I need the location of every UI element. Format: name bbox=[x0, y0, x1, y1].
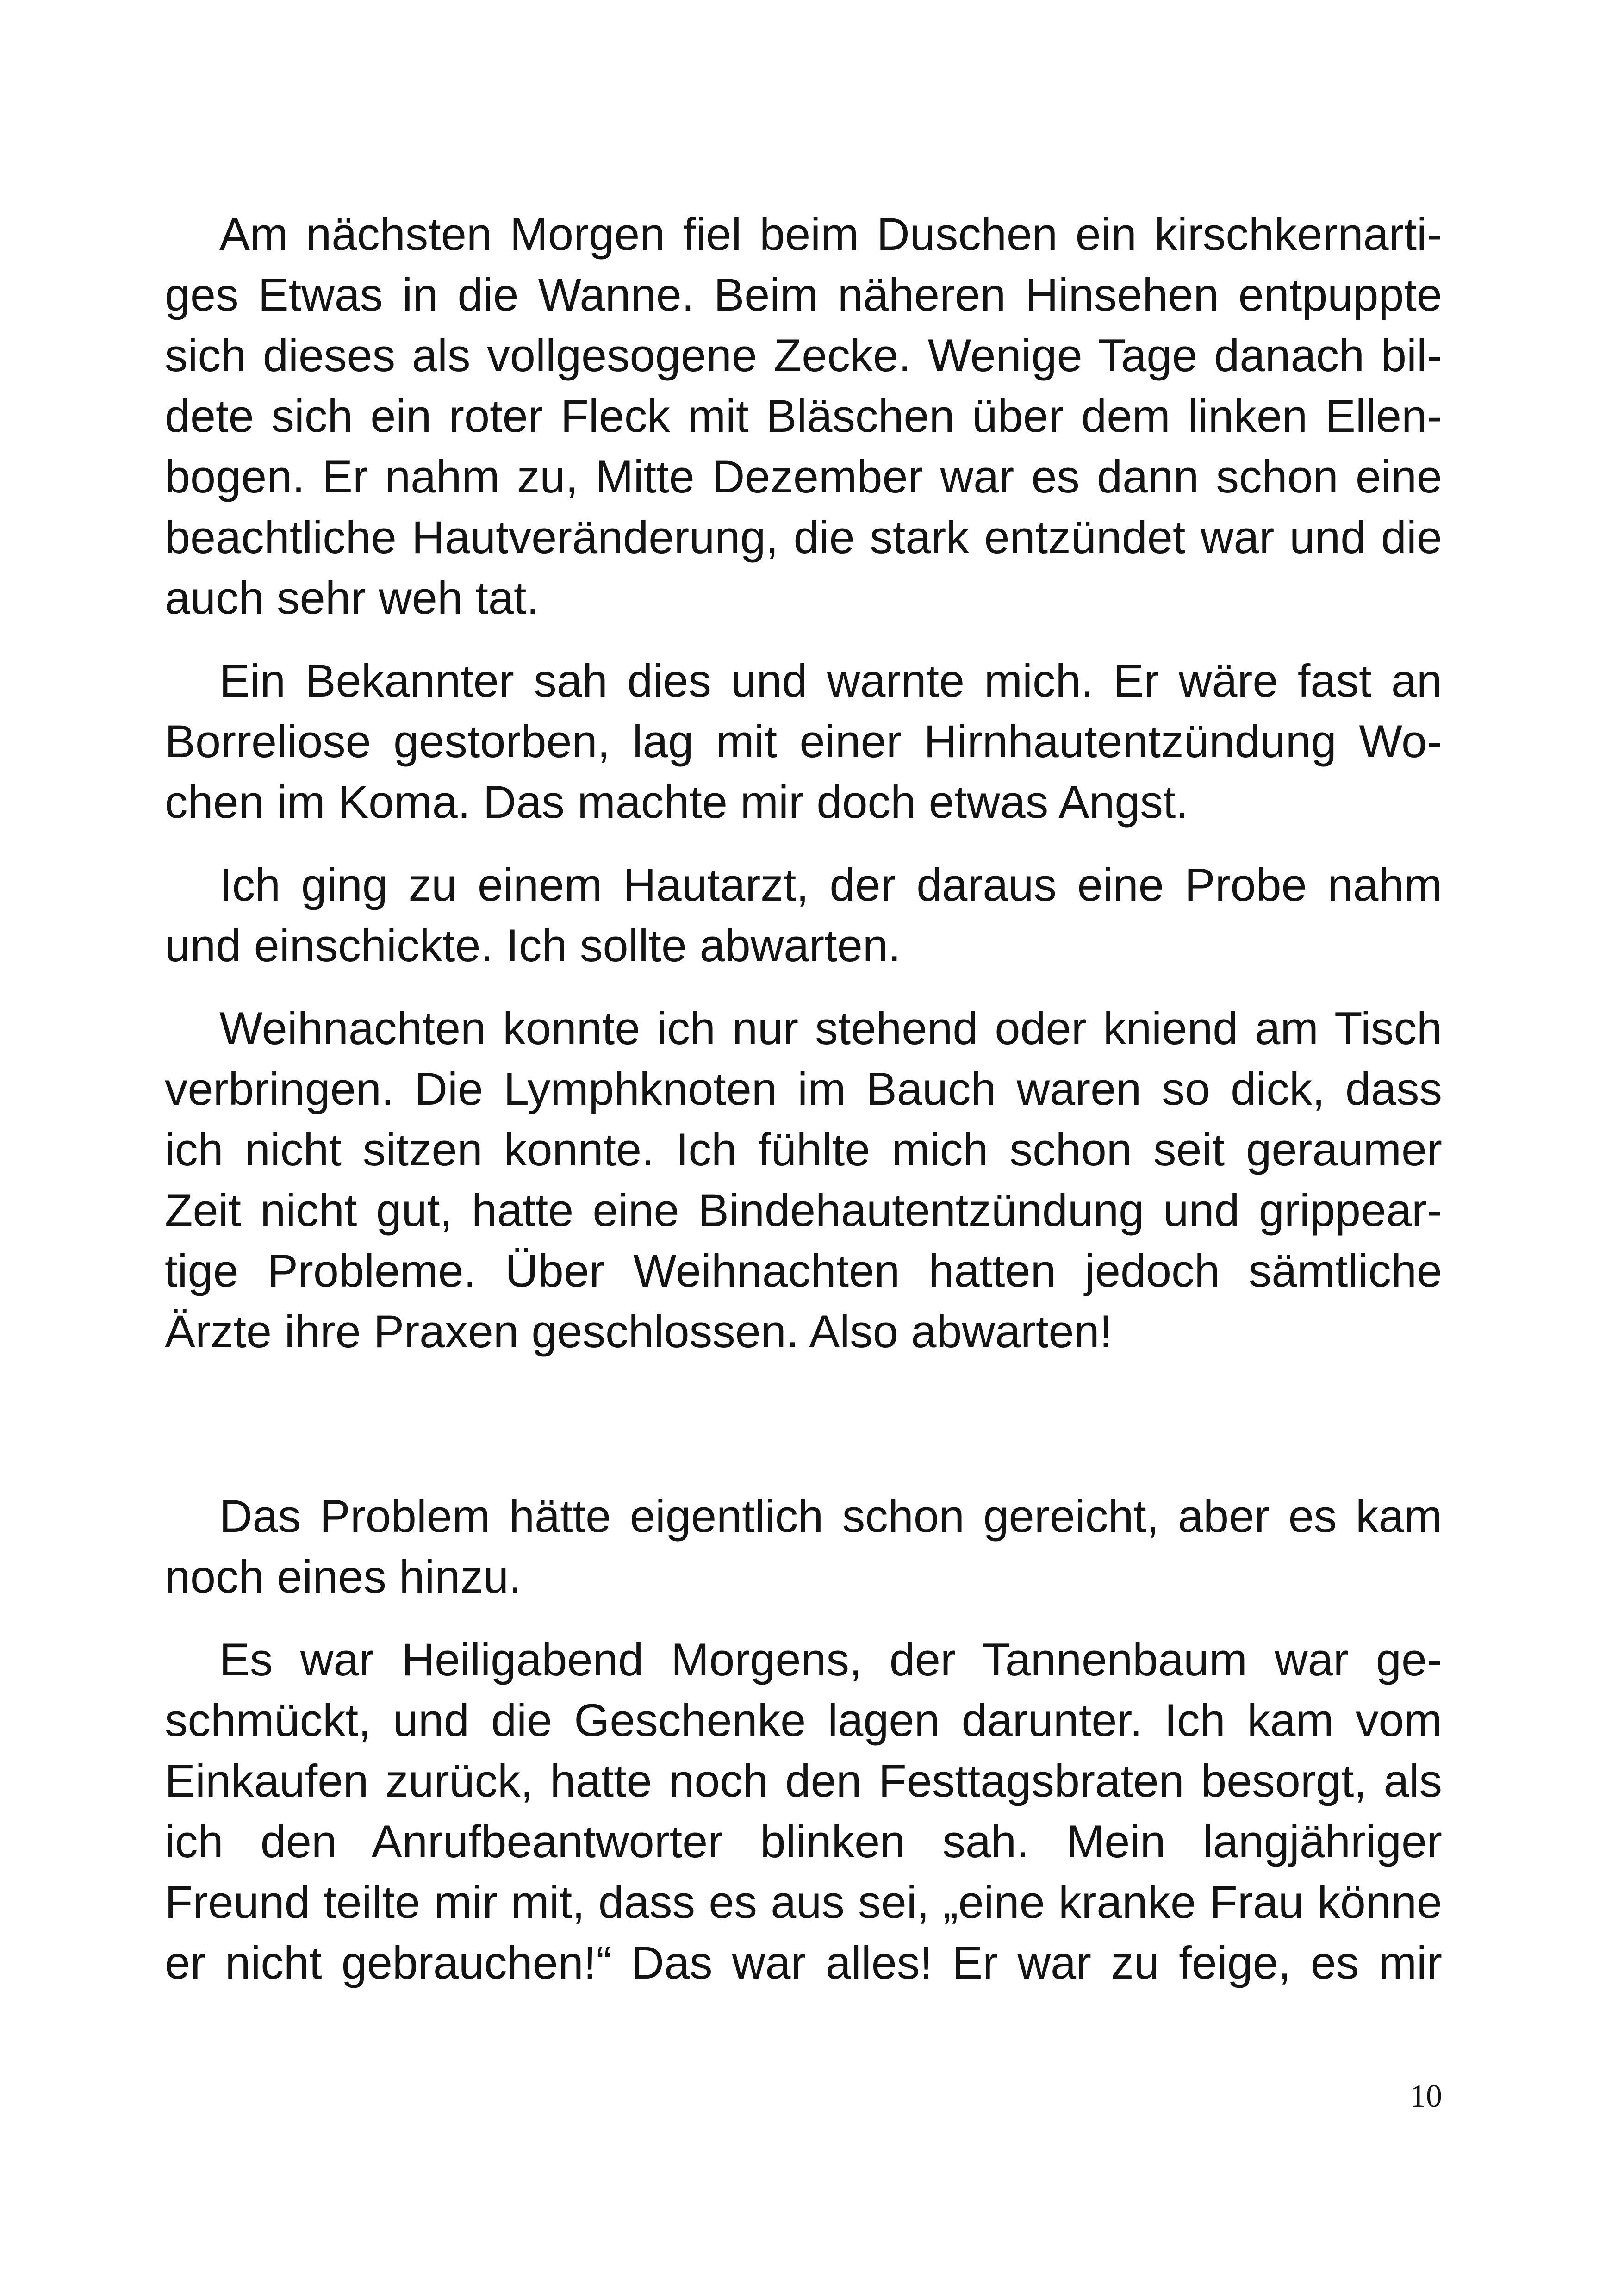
text-line: Freund teilte mir mit, dass es aus sei, „eine kranke Frau könne bbox=[165, 1876, 1442, 1928]
text-line: bogen. Er nahm zu, Mitte Dezember war es dann schon eine bbox=[165, 451, 1442, 502]
paragraph-problem bbox=[165, 1486, 1442, 1607]
text-line: ich nicht sitzen konnte. Ich fühlte mich schon seit geraumer bbox=[165, 1124, 1442, 1175]
paragraph-bekannter bbox=[165, 650, 1442, 832]
paragraph-weihnachten bbox=[165, 998, 1442, 1362]
text-line: Es war Heiligabend Morgens, der Tannenbaum war ge- bbox=[219, 1634, 1442, 1685]
text-line: noch eines hinzu. bbox=[165, 1551, 522, 1602]
text-line: er nicht gebrauchen!“ Das war alles! Er war zu feige, es mir bbox=[165, 1937, 1442, 1988]
text-line: verbringen. Die Lymphknoten im Bauch waren so dick, dass bbox=[165, 1063, 1442, 1114]
paragraph-hautarzt bbox=[165, 854, 1442, 976]
text-line: auch sehr weh tat. bbox=[165, 572, 539, 623]
text-line: dete sich ein roter Fleck mit Bläschen über dem linken Ellen- bbox=[165, 390, 1442, 442]
text-line: und einschickte. Ich sollte abwarten. bbox=[165, 920, 901, 971]
text-line: schmückt, und die Geschenke lagen darunter. Ich kam vom bbox=[165, 1694, 1442, 1746]
page-number: 10 bbox=[1410, 2078, 1442, 2114]
text-line: sich dieses als vollgesogene Zecke. Wenige Tage danach bil- bbox=[165, 330, 1442, 381]
text-line: Weihnachten konnte ich nur stehend oder kniend am Tisch bbox=[219, 1002, 1442, 1054]
text-line: Das Problem hätte eigentlich schon gereicht, aber es kam bbox=[219, 1490, 1442, 1542]
text-line: tige Probleme. Über Weihnachten hatten jedoch sämtliche bbox=[165, 1245, 1442, 1296]
text-section-1 bbox=[165, 204, 1442, 1362]
paragraph-zecke bbox=[165, 204, 1442, 628]
text-line: Am nächsten Morgen fiel beim Duschen ein kirschkernarti- bbox=[219, 208, 1442, 260]
text-line: beachtliche Hautveränderung, die stark entzündet war und die bbox=[165, 511, 1442, 563]
text-line: Ärzte ihre Praxen geschlossen. Also abwarten! bbox=[165, 1306, 1113, 1357]
paragraph-heiligabend bbox=[165, 1629, 1442, 1993]
text-line: chen im Koma. Das machte mir doch etwas Angst. bbox=[165, 776, 1189, 828]
text-line: Borreliose gestorben, lag mit einer Hirnhautentzündung Wo- bbox=[165, 716, 1442, 767]
text-line: ich den Anrufbeantworter blinken sah. Mein langjähriger bbox=[165, 1816, 1442, 1867]
text-line: Ein Bekannter sah dies und warnte mich. Er wäre fast an bbox=[219, 655, 1442, 706]
text-line: Zeit nicht gut, hatte eine Bindehautentzündung und grippear- bbox=[165, 1184, 1442, 1236]
text-section-2 bbox=[165, 1486, 1442, 1993]
text-line: Einkaufen zurück, hatte noch den Festtagsbraten besorgt, als bbox=[165, 1755, 1442, 1806]
text-line: ges Etwas in die Wanne. Beim näheren Hinsehen entpuppte bbox=[165, 269, 1442, 320]
text-line: Ich ging zu einem Hautarzt, der daraus eine Probe nahm bbox=[219, 859, 1442, 910]
